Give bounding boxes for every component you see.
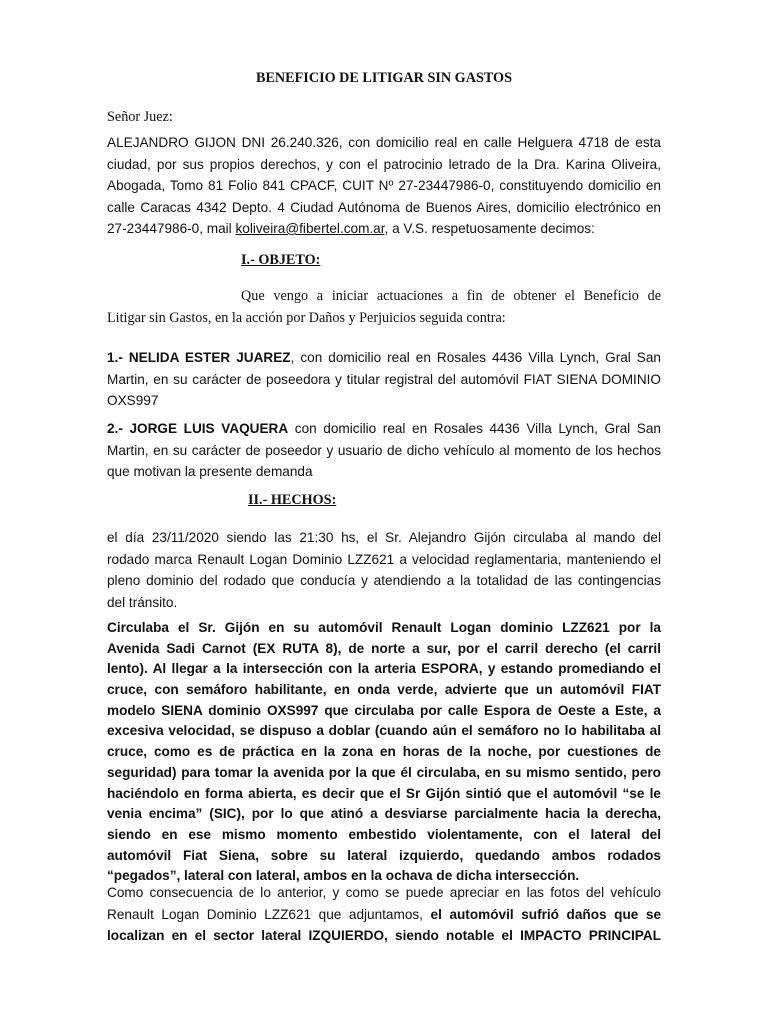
hechos-line: excesiva velocidad, se dispuso a doblar (cuando aún el semáforo no lo habilitaba al [107,723,661,739]
hechos-line: pleno dominio del rodado que conducía y atendiendo a la totalidad de las contingencias [107,573,661,588]
hechos-line: Como consecuencia de lo anterior, y como se puede apreciar en las fotos del vehículo [107,885,661,900]
hechos-line: venia encima” (SIC), por lo que atinó a desviarse parcialmente hacia la derecha, [107,806,661,822]
defendant-line [107,347,661,369]
salutation-text: Señor Juez: [107,109,173,125]
objeto-line: Que vengo a iniciar actuaciones a fin de obtener el Beneficio de [241,288,661,304]
defendant-name: 2.- JORGE LUIS VAQUERA [107,421,289,436]
hechos-line: automóvil Fiat Siena, sobre su lateral izquierdo, quedando ambos rodados [107,847,661,863]
intro-paragraph [107,132,661,240]
objeto-paragraph [107,286,661,329]
defendant-text: con domicilio real en Rosales 4436 Villa Lynch, Gral San [288,421,661,436]
defendant-name: 1.- NELIDA ESTER JUAREZ [107,350,291,365]
defendant-line: Martin, en su carácter de poseedora y titular registral del automóvil FIAT SIENA DOMINIO [107,371,661,387]
hechos-bold-text: el automóvil sufrió daños que se [430,906,661,922]
defendant-2 [107,418,661,483]
hechos-line: cruce, como es de práctica en la zona en horas de la noche, por cuestiones de [107,744,661,760]
hechos-line: Circulaba el Sr. Gijón en su automóvil Renault Logan dominio LZZ621 por la [107,620,661,635]
hechos-line: rodado marca Renault Logan Dominio LZZ621 a velocidad reglamentaria, manteniendo el [107,551,661,567]
document-title: BENEFICIO DE LITIGAR SIN GASTOS [256,70,512,86]
intro-line: calle Caracas 4342 Depto. 4 Ciudad Autónoma de Buenos Aires, domicilio electrónico en [107,199,661,215]
intro-text: , a V.S. respetuosamente decimos: [384,221,595,236]
objeto-line: Litigar sin Gastos, en la acción por Daños y Perjuicios seguida contra: [107,309,506,326]
intro-line: Abogada, Tomo 81 Folio 841 CPACF, CUIT Nº 27-23447986-0, constituyendo domicilio en [107,178,661,193]
section-heading-hechos: II.- HECHOS: [248,492,337,508]
defendant-line [107,418,661,440]
intro-line: ciudad, por sus propios derechos, y con el patrocinio letrado de la Dra. Karina Oliveira, [107,156,661,172]
defendant-line: que motivan la presente demanda [107,464,313,479]
hechos-line [107,904,661,926]
intro-line [107,218,661,240]
hechos-line: lento). Al llegar a la intersección con la arteria ESPORA, y estando promediando el [107,661,661,677]
hechos-line: seguridad) para tomar la avenida por la que él circulaba, en su mismo sentido, pero [107,764,661,780]
section-heading-objeto: I.- OBJETO: [241,252,321,268]
hechos-line: cruce, con semáforo habilitante, en onda verde, advierte que un automóvil FIAT [107,682,661,698]
intro-text: 27-23447986-0, mail [107,221,236,236]
defendant-text: , con domicilio real en Rosales 4436 Villa Lynch, Gral San [290,350,661,365]
hechos-line: Avenida Sadi Carnot (EX RUTA 8), de norte a sur, por el carril derecho (el carril [107,640,661,656]
hechos-text: Renault Logan Dominio LZZ621 que adjuntamos, [107,906,431,922]
salutation [107,107,661,129]
hechos-line: modelo SIENA dominio OXS997 que circulaba por calle Espora de Oeste a Este, a [107,702,661,718]
intro-line: ALEJANDRO GIJON DNI 26.240.326, con domicilio real en calle Helguera 4718 de esta [107,135,661,150]
hechos-line: haciéndolo en forma abierta, es decir que el Sr Gijón sintió que el automóvil “se le [107,785,661,801]
hechos-paragraph-3 [107,882,661,947]
hechos-line: localizan en el sector lateral IZQUIERDO, siendo notable el IMPACTO PRINCIPAL [107,928,661,943]
hechos-line: el día 23/11/2020 siendo las 21:30 hs, el Sr. Alejandro Gijón circulaba al mando del [107,530,661,545]
hechos-line: siendo en ese mismo momento embestido violentamente, con el lateral del [107,826,661,842]
hechos-paragraph-2 [107,618,661,887]
defendant-line: Martin, en su carácter de poseedor y usuario de dicho vehículo al momento de los hechos [107,442,661,458]
hechos-line: del tránsito. [107,594,178,610]
hechos-line: “pegados”, lateral con lateral, ambos en la ochava de dicha intersección. [107,868,580,884]
defendant-line: OXS997 [107,393,159,408]
hechos-paragraph-1 [107,527,661,613]
defendant-1 [107,347,661,412]
email-link[interactable]: koliveira@fibertel.com.ar [235,221,385,236]
